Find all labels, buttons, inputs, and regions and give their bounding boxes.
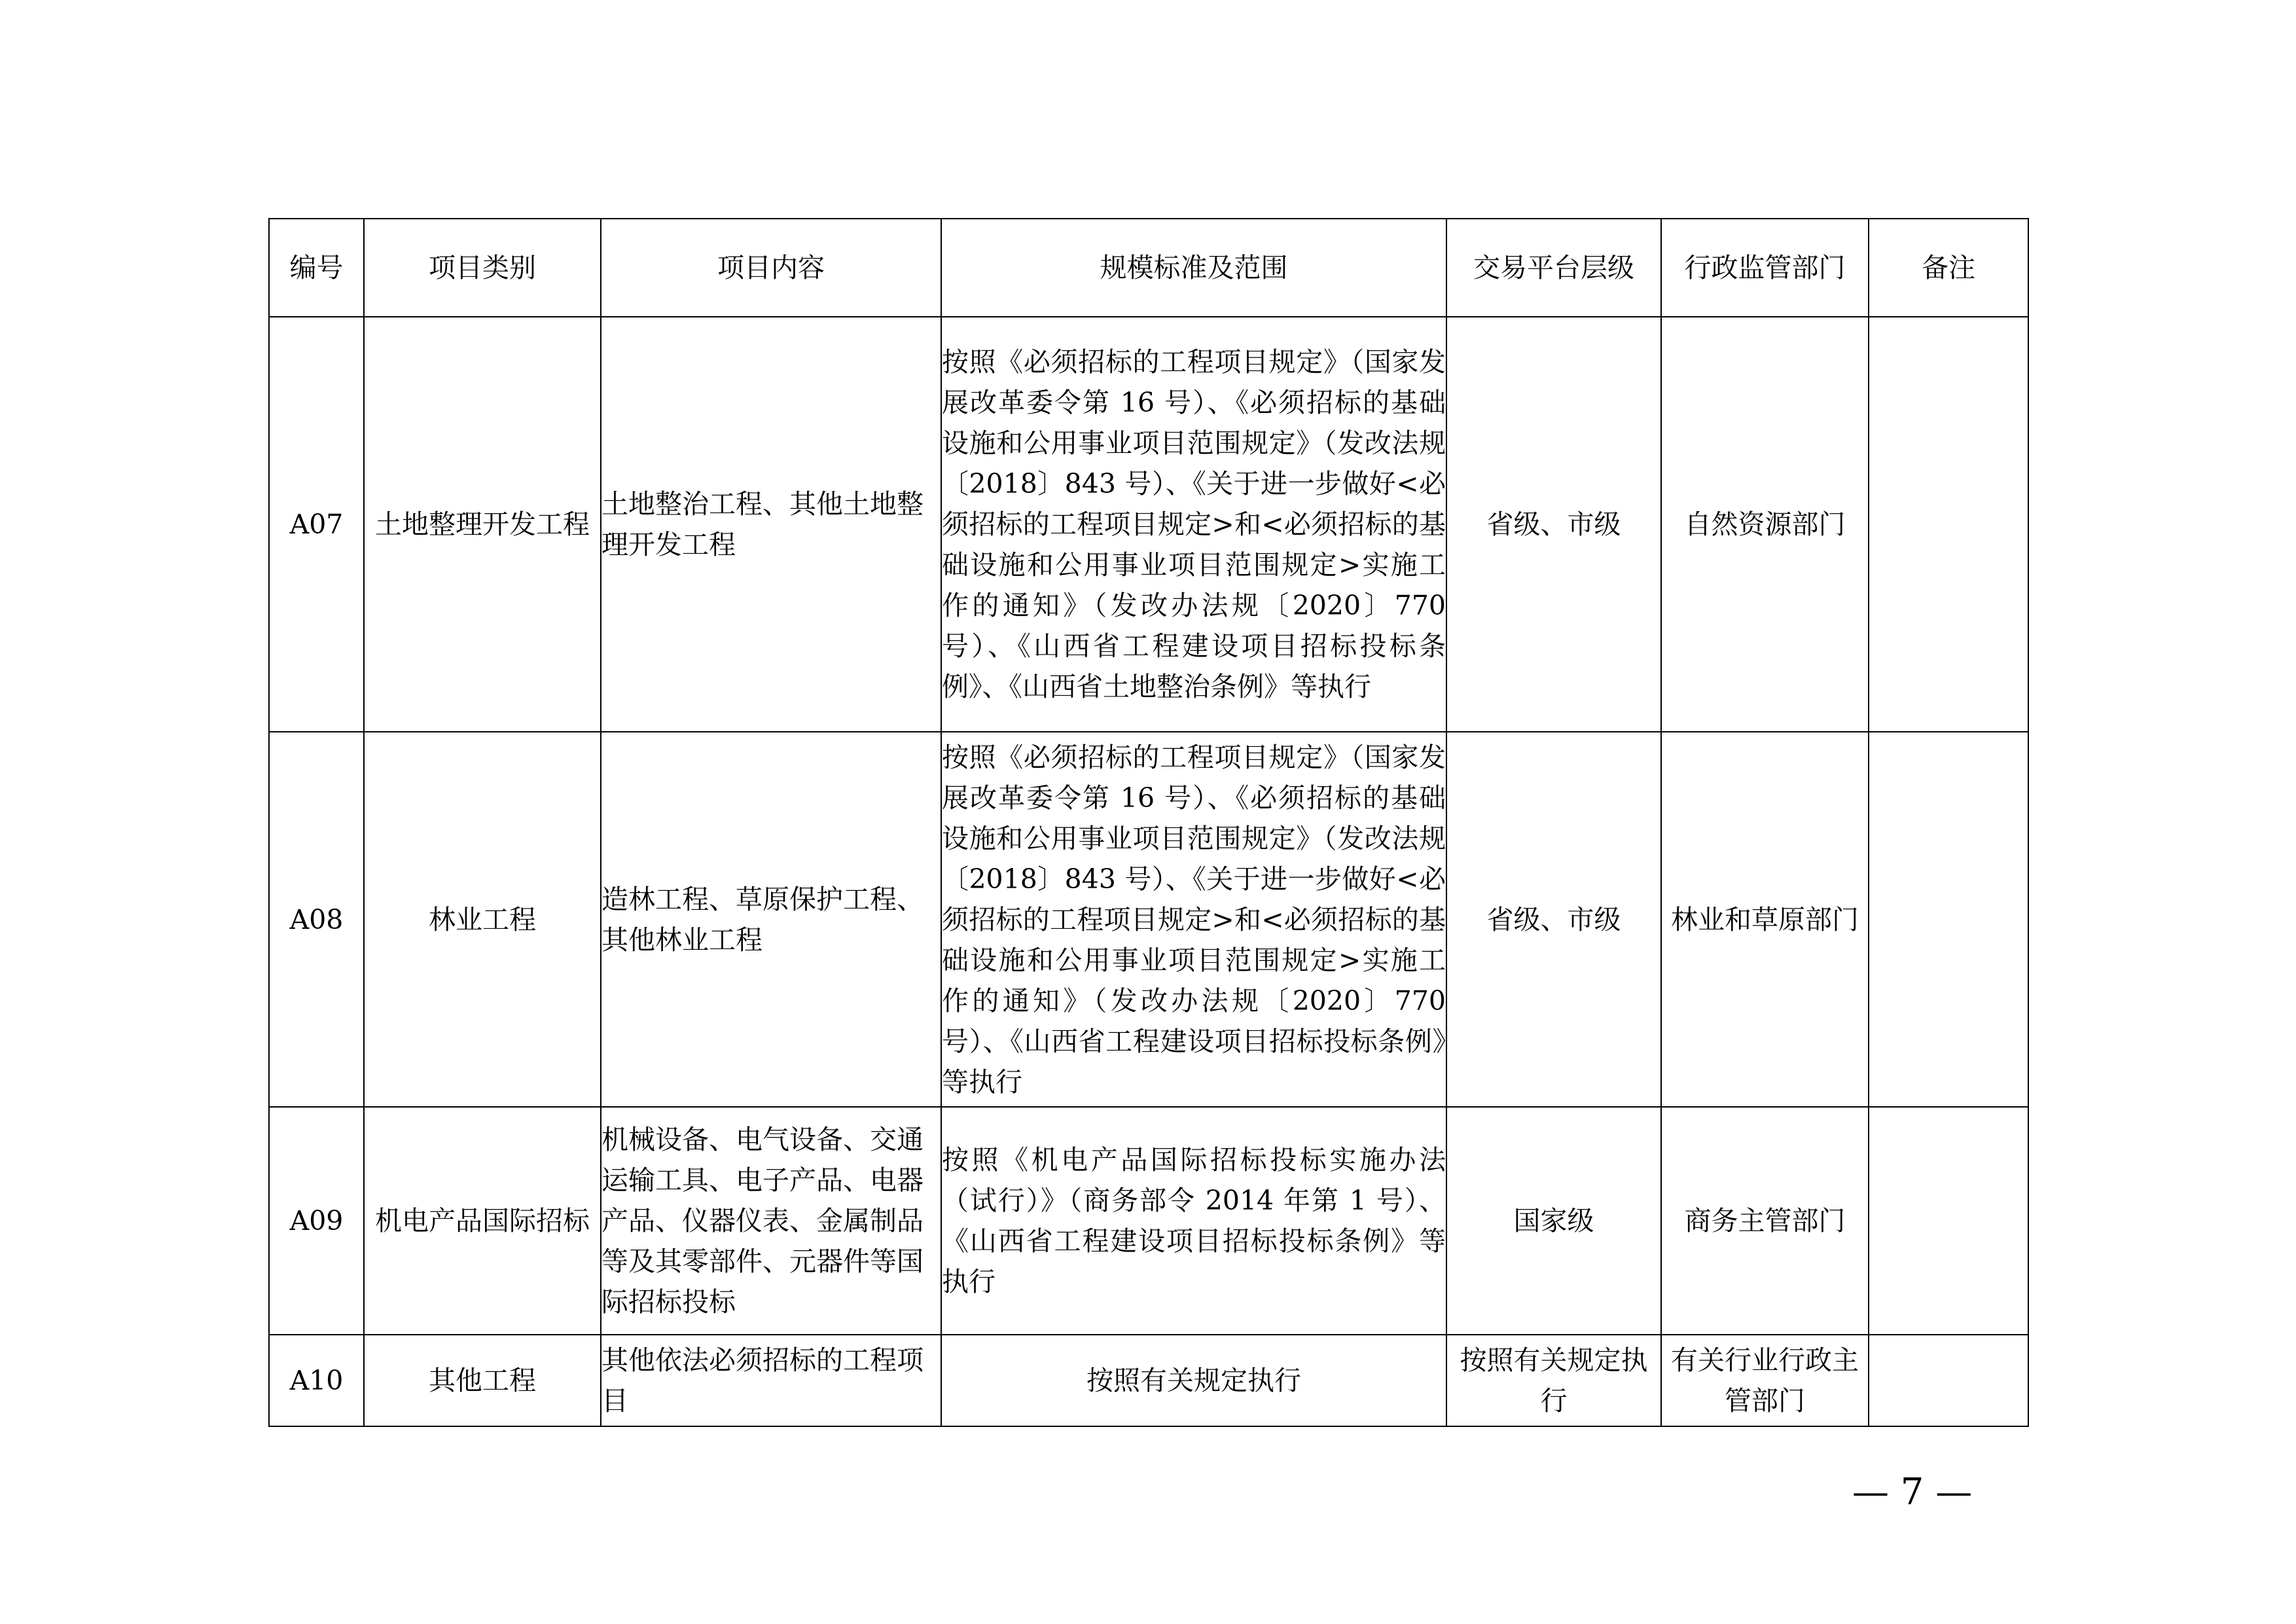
project-table <box>268 218 2029 1427</box>
row-remark <box>1869 1335 2028 1426</box>
row-platform: 按照有关规定执行 <box>1446 1335 1661 1426</box>
row-platform: 省级、市级 <box>1446 317 1661 732</box>
row-id: A10 <box>269 1335 364 1426</box>
row-id: A08 <box>269 732 364 1107</box>
row-department: 自然资源部门 <box>1661 317 1869 732</box>
page-number: — 7 — <box>1852 1471 1973 1513</box>
row-content: 土地整治工程、其他土地整理开发工程 <box>601 317 941 732</box>
row-id: A09 <box>269 1107 364 1335</box>
row-remark <box>1869 1107 2028 1335</box>
row-standard: 按照《必须招标的工程项目规定》（国家发展改革委令第 16 号）、《必须招标的基础设施和公用事业项目范围规定》（发改法规〔2018〕843 号）、《关于进一步做好<必须招标的工程项目规定>和<必须招标的基础设施和公用事业项目范围规定>实施工作的通知》（发改办法规〔2020〕770 号）、《山西省工程建设项目招标投标条例》等执行 <box>941 732 1446 1107</box>
table-header-row <box>269 219 2028 317</box>
table-row <box>269 732 2028 1107</box>
row-department: 林业和草原部门 <box>1661 732 1869 1107</box>
table-row <box>269 317 2028 732</box>
header-department: 行政监管部门 <box>1661 219 1869 317</box>
row-category: 林业工程 <box>364 732 601 1107</box>
table-row <box>269 1335 2028 1426</box>
row-platform: 国家级 <box>1446 1107 1661 1335</box>
row-standard: 按照《机电产品国际招标投标实施办法（试行）》（商务部令 2014 年第 1 号）、《山西省工程建设项目招标投标条例》等执行 <box>941 1107 1446 1335</box>
row-platform: 省级、市级 <box>1446 732 1661 1107</box>
header-standard: 规模标准及范围 <box>941 219 1446 317</box>
row-standard: 按照有关规定执行 <box>941 1335 1446 1426</box>
header-id: 编号 <box>269 219 364 317</box>
row-department: 有关行业行政主管部门 <box>1661 1335 1869 1426</box>
row-category: 其他工程 <box>364 1335 601 1426</box>
header-category: 项目类别 <box>364 219 601 317</box>
row-id: A07 <box>269 317 364 732</box>
row-remark <box>1869 317 2028 732</box>
row-category: 土地整理开发工程 <box>364 317 601 732</box>
row-content: 其他依法必须招标的工程项目 <box>601 1335 941 1426</box>
header-content: 项目内容 <box>601 219 941 317</box>
row-department: 商务主管部门 <box>1661 1107 1869 1335</box>
row-category: 机电产品国际招标 <box>364 1107 601 1335</box>
row-content: 机械设备、电气设备、交通运输工具、电子产品、电器产品、仪器仪表、金属制品等及其零部件、元器件等国际招标投标 <box>601 1107 941 1335</box>
table-row <box>269 1107 2028 1335</box>
header-remark: 备注 <box>1869 219 2028 317</box>
header-platform: 交易平台层级 <box>1446 219 1661 317</box>
row-content: 造林工程、草原保护工程、其他林业工程 <box>601 732 941 1107</box>
row-standard: 按照《必须招标的工程项目规定》（国家发展改革委令第 16 号）、《必须招标的基础设施和公用事业项目范围规定》（发改法规〔2018〕843 号）、《关于进一步做好<必须招标的工程项目规定>和<必须招标的基础设施和公用事业项目范围规定>实施工作的通知》（发改办法规〔2020〕770 号）、《山西省工程建设项目招标投标条例》、《山西省土地整治条例》等执行 <box>941 317 1446 732</box>
row-remark <box>1869 732 2028 1107</box>
